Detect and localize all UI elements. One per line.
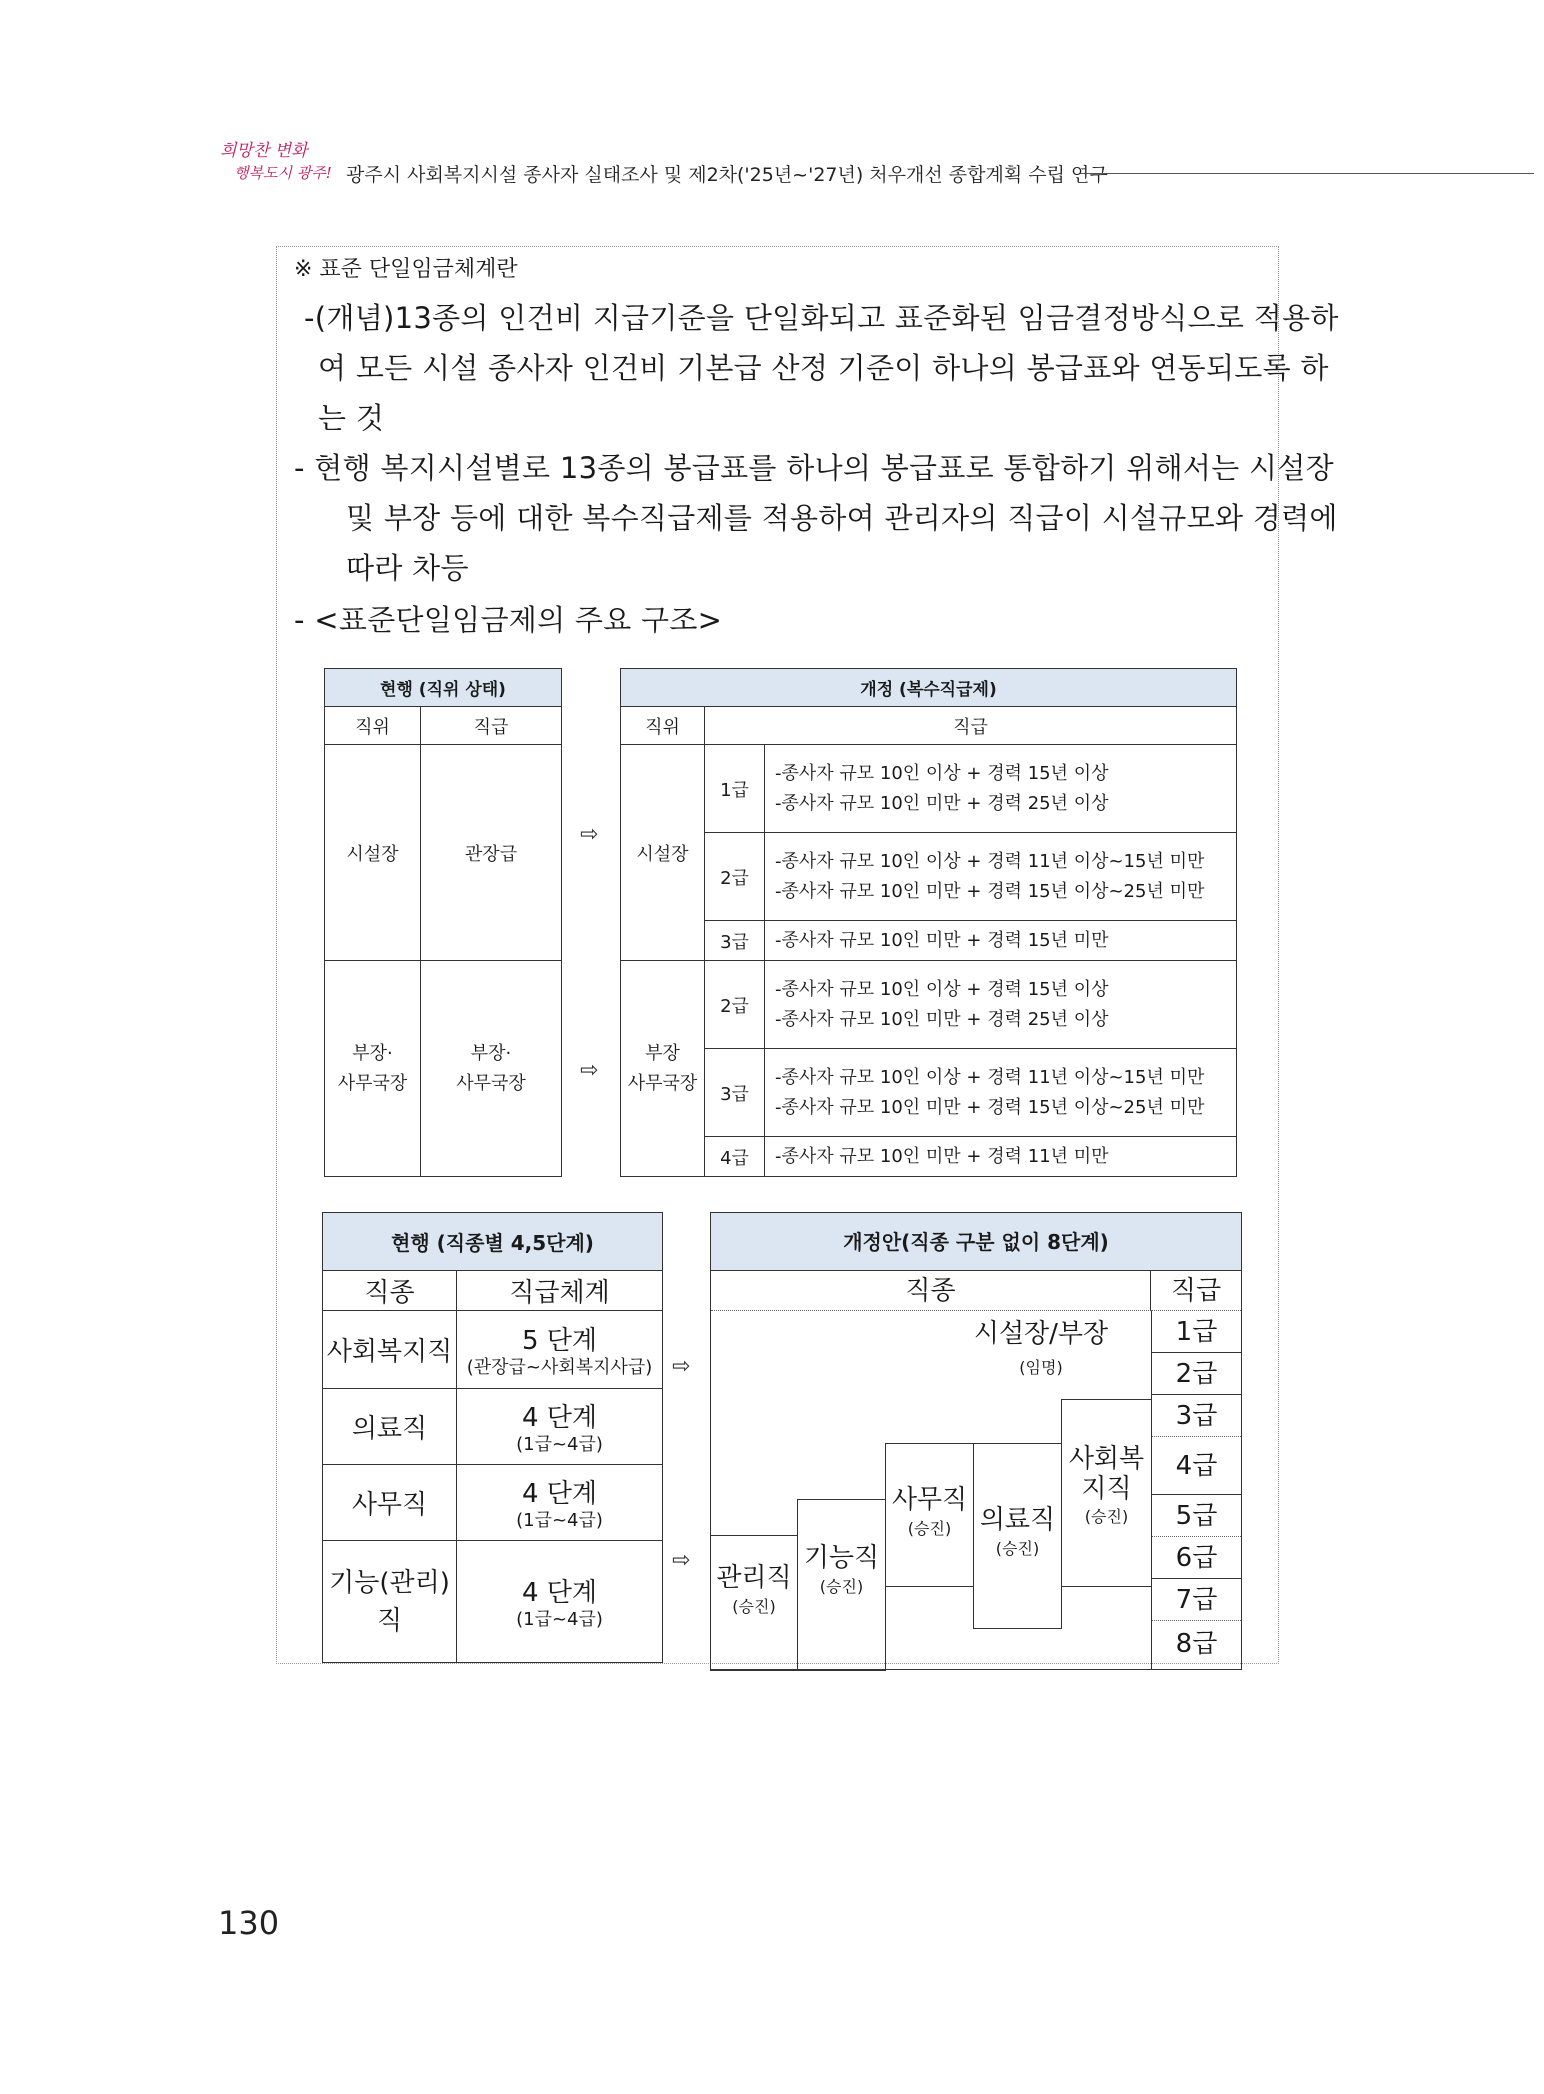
criteria-line: -종사자 규모 10인 미만 + 경력 11년 미만 — [775, 1145, 1109, 1167]
section-heading: ※ 표준 단일임금체계란 — [294, 257, 518, 282]
block-office — [885, 1443, 974, 1587]
revised-job-header: 개정안(직종 구분 없이 8단계) — [711, 1213, 1241, 1271]
grade-column — [1151, 1311, 1241, 1669]
col-job-type: 직종 — [711, 1271, 1151, 1311]
revised-position-table — [620, 668, 1237, 1177]
col-job-type: 직종 — [323, 1271, 457, 1311]
para2-line1: - 현행 복지시설별로 13종의 봉급표를 하나의 봉급표로 통합하기 위해서는 시설장 — [294, 451, 1334, 485]
para2-line2: 및 부장 등에 대한 복수직급제를 적용하여 관리자의 직급이 시설규모와 경력에 — [346, 501, 1338, 535]
criteria-line: -종사자 규모 10인 이상 + 경력 11년 이상~15년 미만 — [775, 850, 1205, 872]
grade-cell: 4급 — [1152, 1437, 1241, 1495]
arrow-icon: ⇨ — [672, 1354, 691, 1379]
steps-cell — [457, 1389, 663, 1465]
logo-line2: 행복도시 광주! — [234, 164, 332, 182]
criteria-line: -종사자 규모 10인 이상 + 경력 11년 이상~15년 미만 — [775, 1066, 1205, 1088]
block-technical — [797, 1499, 886, 1671]
steps-text: 4 단계 — [521, 1479, 598, 1509]
revised-table-header: 개정 (복수직급제) — [621, 669, 1237, 707]
criteria-cell — [765, 961, 1237, 1049]
block-name: 관리직 — [716, 1563, 792, 1593]
criteria-cell — [765, 921, 1237, 961]
grade-cell: 1급 — [1152, 1311, 1241, 1353]
group1-position: 시설장 — [621, 745, 705, 961]
grade-cell: 5급 — [1152, 1495, 1241, 1537]
col-grade-system: 직급체계 — [457, 1271, 663, 1311]
group2-position: 부장 사무국장 — [621, 961, 705, 1177]
grade-cell: 2급 — [705, 961, 765, 1049]
grade-cell: 3급 — [1152, 1395, 1241, 1437]
range-text: (관장급~사회복지사급) — [466, 1357, 653, 1378]
criteria-cell — [765, 833, 1237, 921]
grade-cell: 3급 — [705, 921, 765, 961]
para1-line3: 는 것 — [318, 401, 385, 435]
job-type-cell: 기능(관리) 직 — [323, 1541, 457, 1663]
criteria-line: -종사자 규모 10인 이상 + 경력 15년 이상 — [775, 762, 1109, 784]
current-position-table — [324, 668, 562, 1177]
block-name: 사회복 지직 — [1068, 1444, 1145, 1504]
arrow-icon: ⇨ — [580, 1058, 599, 1083]
head-role-note: (임명) — [1019, 1358, 1063, 1377]
revised-job-table — [710, 1212, 1242, 1670]
col-position: 직위 — [325, 707, 421, 745]
criteria-line: -종사자 규모 10인 미만 + 경력 25년 이상 — [775, 792, 1109, 814]
grade-cell: 6급 — [1152, 1537, 1241, 1579]
logo-icon — [218, 138, 336, 184]
criteria-line: -종사자 규모 10인 미만 + 경력 25년 이상 — [775, 1008, 1109, 1030]
criteria-cell — [765, 745, 1237, 833]
head-role-label: 시설장/부장 — [973, 1319, 1109, 1349]
row1-grade: 관장급 — [421, 745, 562, 961]
steps-text: 4 단계 — [521, 1578, 598, 1608]
range-text: (1급~4급) — [516, 1609, 603, 1630]
col-grade: 직급 — [705, 707, 1237, 745]
block-note: (승진) — [907, 1519, 952, 1538]
steps-cell — [457, 1311, 663, 1389]
criteria-line: -종사자 규모 10인 미만 + 경력 15년 이상~25년 미만 — [775, 1096, 1205, 1118]
current-job-header: 현행 (직종별 4,5단계) — [323, 1213, 663, 1271]
steps-text: 5 단계 — [521, 1326, 598, 1356]
current-table-header: 현행 (직위 상태) — [325, 669, 562, 707]
grade-cell: 8급 — [1175, 1629, 1218, 1659]
grade-cell: 7급 — [1152, 1579, 1241, 1621]
steps-cell — [457, 1541, 663, 1663]
criteria-cell — [765, 1049, 1237, 1137]
row2-position: 부장· 사무국장 — [325, 961, 421, 1177]
block-social-welfare — [1061, 1399, 1152, 1587]
row2-grade: 부장· 사무국장 — [421, 961, 562, 1177]
current-job-table — [322, 1212, 663, 1663]
steps-cell — [457, 1465, 663, 1541]
col-grade: 직급 — [1151, 1271, 1241, 1311]
block-management — [710, 1535, 798, 1671]
block-name: 의료직 — [979, 1505, 1056, 1535]
grade-cell: 4급 — [705, 1137, 765, 1177]
block-note: (승진) — [732, 1597, 776, 1616]
col-position: 직위 — [621, 707, 705, 745]
grade-cell: 1급 — [705, 745, 765, 833]
header-title: 광주시 사회복지시설 종사자 실태조사 및 제2차('25년~'27년) 처우개선 종합계획 수립 연구 — [346, 164, 1108, 186]
row1-position: 시설장 — [325, 745, 421, 961]
job-type-cell: 사무직 — [323, 1465, 457, 1541]
block-name: 사무직 — [891, 1485, 968, 1515]
grade-cell: 2급 — [1152, 1353, 1241, 1395]
arrow-icon: ⇨ — [672, 1548, 691, 1573]
range-text: (1급~4급) — [516, 1510, 603, 1531]
para1-line2: 여 모든 시설 종사자 인건비 기본급 산정 기준이 하나의 봉급표와 연동되도록 하 — [318, 351, 1329, 385]
block-note: (승진) — [1084, 1507, 1129, 1526]
block-name: 기능직 — [803, 1543, 880, 1573]
arrow-icon: ⇨ — [580, 822, 599, 847]
job-type-cell: 사회복지직 — [323, 1311, 457, 1389]
steps-text: 4 단계 — [521, 1403, 598, 1433]
para2-line3: 따라 차등 — [346, 551, 469, 585]
grade-cell: 2급 — [705, 833, 765, 921]
logo-line1: 희망찬 변화 — [220, 141, 308, 161]
criteria-cell — [765, 1137, 1237, 1177]
criteria-line: -종사자 규모 10인 미만 + 경력 15년 미만 — [775, 929, 1109, 951]
block-medical — [973, 1443, 1062, 1629]
grade-cell: 3급 — [705, 1049, 765, 1137]
criteria-line: -종사자 규모 10인 이상 + 경력 15년 이상 — [775, 978, 1109, 1000]
range-text: (1급~4급) — [516, 1434, 603, 1455]
para1-line1: -(개념)13종의 인건비 지급기준을 단일화되고 표준화된 임금결정방식으로 적용하 — [304, 301, 1339, 335]
header-rule — [1080, 173, 1534, 174]
head-role — [941, 1317, 1141, 1378]
col-grade: 직급 — [421, 707, 562, 745]
page-number: 130 — [218, 1904, 280, 1942]
block-note: (승진) — [819, 1577, 864, 1596]
para3: - <표준단일임금제의 주요 구조> — [294, 603, 723, 637]
block-note: (승진) — [995, 1539, 1040, 1558]
criteria-line: -종사자 규모 10인 미만 + 경력 15년 이상~25년 미만 — [775, 880, 1205, 902]
job-type-cell: 의료직 — [323, 1389, 457, 1465]
